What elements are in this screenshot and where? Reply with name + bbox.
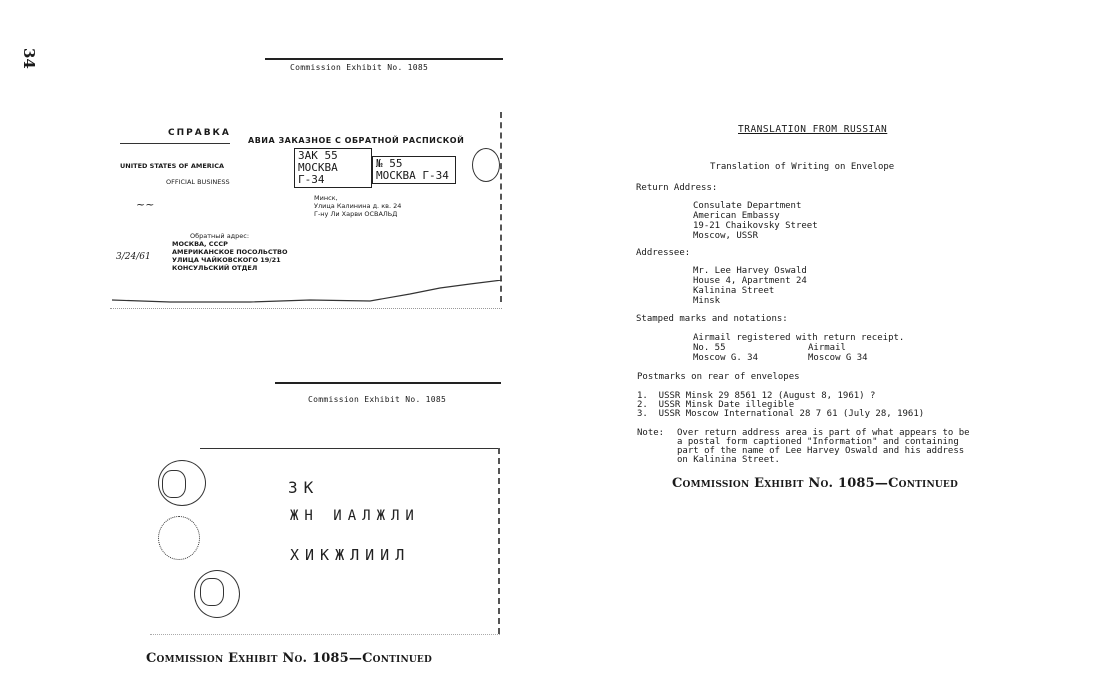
handwritten-scrawl: ~~ [136, 198, 155, 211]
return-line-3: УЛИЦА ЧАЙКОВСКОГО 19/21 [172, 256, 281, 264]
torn-edge [110, 280, 502, 308]
registered-stamp-right [372, 156, 456, 184]
stamp-right-city: МОСКВА Г-34 [376, 169, 449, 182]
page-number: 34 [20, 48, 38, 69]
postmark-2 [158, 516, 200, 560]
handwritten-mark [136, 198, 154, 211]
addressee-line-a: Mr. Lee Harvey Oswald [693, 266, 807, 276]
recipient-line-1: Минск, [314, 194, 338, 202]
postmarks-label: Postmarks on rear of envelopes [637, 372, 800, 382]
stamped-col2-b: Moscow G 34 [808, 353, 868, 363]
envelope-back-bottom-edge [150, 634, 500, 635]
stamp-left-text: ЗАК 55 [298, 149, 338, 162]
translation-title: TRANSLATION FROM RUSSIAN [738, 124, 888, 135]
scribble-2: ЖН ИАЛЖЛИ [290, 508, 420, 524]
caption-right: Commission Exhibit No. 1085—Continued [672, 476, 958, 491]
postmark-3-inner [200, 578, 224, 606]
translation-subtitle: Translation of Writing on Envelope [710, 162, 895, 172]
handwritten-date: 3/24/61 [116, 252, 151, 262]
caption-left: Commission Exhibit No. 1085—Continued [146, 651, 432, 666]
recipient-line-3: Г-ну Ли Харви ОСВАЛЬД [314, 210, 398, 218]
printed-line-1: UNITED STATES OF AMERICA [120, 162, 225, 170]
return-line-2: АМЕРИКАНСКОЕ ПОСОЛЬСТВО [172, 248, 288, 256]
note-line-4: on Kalinina Street. [677, 455, 780, 465]
return-label: Обратный адрес: [190, 232, 250, 240]
scribble-3: ХИКЖЛИИЛ [290, 546, 411, 564]
form-title: СПРАВКА [168, 128, 231, 138]
registered-stamp-left [294, 148, 372, 188]
addressee-line-d: Minsk [693, 296, 721, 306]
postmark-item-2: 2. USSR Minsk Date illegible [637, 400, 795, 410]
note-line-3: part of the name of Lee Harvey Oswald and his address [677, 446, 965, 456]
return-line-1: МОСКВА, СССР [172, 240, 228, 248]
return-line-a: Consulate Department [693, 201, 802, 211]
return-address-label: Return Address: [636, 183, 718, 193]
recipient-line-2: Улица Калинина д. кв. 24 [314, 202, 402, 210]
envelope-back-perforation [494, 448, 500, 634]
perforation-edge [496, 112, 502, 302]
return-line-4: КОНСУЛЬСКИЙ ОТДЕЛ [172, 264, 258, 272]
postmark-1-inner [162, 470, 186, 498]
note-label: Note: [637, 428, 665, 438]
stamped-col1-a: No. 55 [693, 343, 726, 353]
exhibit-header-top: Commission Exhibit No. 1085 [290, 63, 429, 72]
stamped-line-1: Airmail registered with return receipt. [693, 333, 905, 343]
stamp-left-city: МОСКВА Г-34 [298, 161, 338, 186]
note-line-1: Over return address area is part of what appears to be [677, 428, 970, 438]
return-line-c: 19-21 Chaikovsky Street [693, 221, 818, 231]
note-line-2: a postal form captioned "Information" and containing [677, 437, 959, 447]
stamp-right-no: № 55 [376, 157, 403, 170]
header-rule-2 [275, 382, 501, 384]
envelope-back [150, 448, 500, 634]
postmark-item-3: 3. USSR Moscow International 28 7 61 (July 28, 1961) [637, 409, 925, 419]
stamped-col2-a: Airmail [808, 343, 846, 353]
postmark-item-1: 1. USSR Minsk 29 8561 12 (August 8, 1961) ? [637, 391, 876, 401]
scribble-1: ЗК [288, 478, 320, 497]
envelope-front [110, 112, 502, 309]
stamped-label: Stamped marks and notations: [636, 314, 788, 324]
header-rule [265, 58, 503, 60]
exhibit-header-bottom: Commission Exhibit No. 1085 [308, 395, 447, 404]
printed-line-2: OFFICIAL BUSINESS [166, 178, 230, 186]
addressee-line-c: Kalinina Street [693, 286, 775, 296]
return-line-d: Moscow, USSR [693, 231, 759, 241]
stamped-col1-b: Moscow G. 34 [693, 353, 759, 363]
envelope-back-top-edge [200, 448, 500, 450]
return-line-b: American Embassy [693, 211, 780, 221]
addressee-line-b: House 4, Apartment 24 [693, 276, 807, 286]
postmark-partial [472, 148, 500, 182]
handwritten-line [120, 142, 230, 144]
airmail-line: АВИА ЗАКАЗНОЕ С ОБРАТНОЙ РАСПИСКОЙ [248, 136, 465, 145]
addressee-label: Addressee: [636, 248, 691, 258]
